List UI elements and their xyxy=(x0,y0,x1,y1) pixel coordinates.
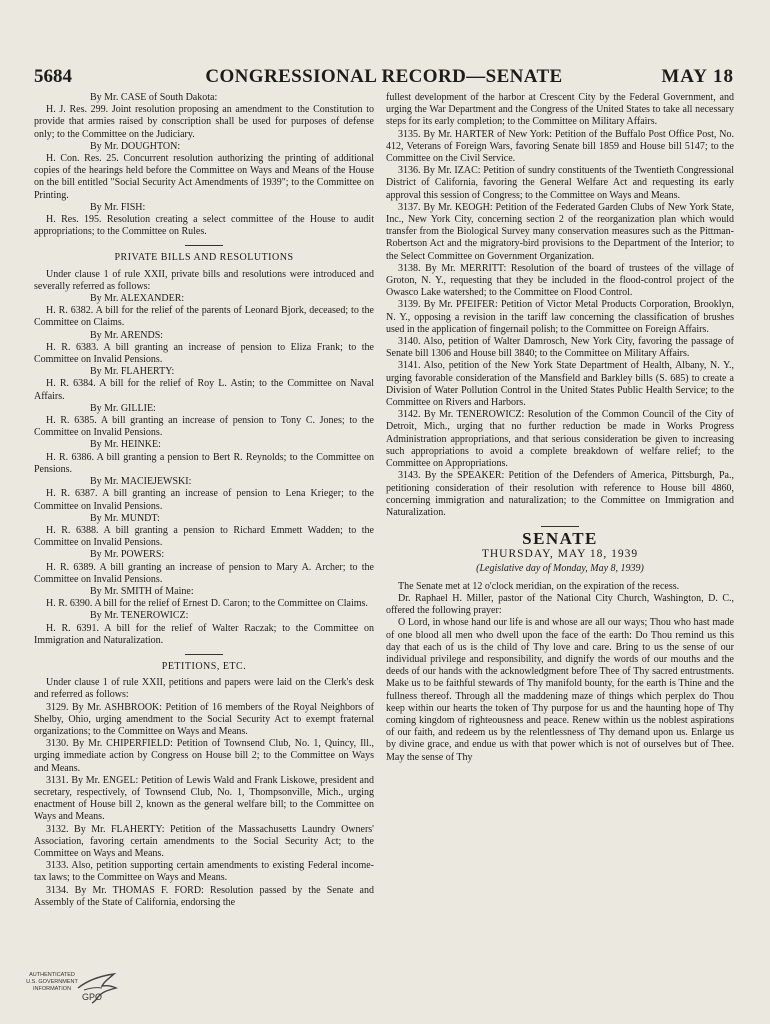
senate-date: THURSDAY, MAY 18, 1939 xyxy=(481,548,639,561)
paragraph: H. R. 6385. A bill granting an increase of pension to Tony C. Jones; to the Committee on Invalid Pensions. xyxy=(34,415,374,439)
sponsor-line: By Mr. CASE of South Dakota: xyxy=(90,92,218,103)
paragraph: H. J. Res. 299. Joint resolution proposing an amendment to the Constitution to provide that armies raised by conscription shall be used for purposes of defense only; to the Committee on the Judiciary. xyxy=(34,104,374,140)
paragraph: fullest development of the harbor at Crescent City by the Federal Government, and urging the War Department and the Congress of the United States to take all necessary steps for its early completion; to the Committee on Military Affairs. xyxy=(386,92,734,128)
paragraph: H. R. 6391. A bill for the relief of Walter Raczak; to the Committee on Immigration and Naturalization. xyxy=(34,622,374,646)
paragraph: 3134. By Mr. THOMAS F. FORD: Resolution passed by the Senate and Assembly of the State of California, endorsing the xyxy=(34,884,374,908)
gpo-logo-text xyxy=(22,972,82,993)
paragraph: 3138. By Mr. MERRITT: Resolution of the board of trustees of the village of Groton, N. Y., requesting that they be included in the flood-control project of the Owasco Lake watershed; to the Committee on Flood Control. xyxy=(386,262,734,299)
paragraph: H. R. 6390. A bill for the relief of Ernest D. Caron; to the Committee on Claims. xyxy=(46,598,368,610)
paragraph: 3139. By Mr. PFEIFER: Petition of Victor Metal Products Corporation, Brooklyn, N. Y., opposing a revision in the tariff law concerning the classification of brushes used in the application of fingernail polish; to the Committee on Foreign Affairs. xyxy=(386,299,734,335)
paragraph: 3131. By Mr. ENGEL: Petition of Lewis Wald and Frank Liskowe, president and secretary, respectively, of Townsend Club, No. 1, Thompsonville, Mich., urging enactment of House bill 2, known as the general welfare bill; to the Committee on Ways and Means. xyxy=(34,774,374,823)
page-number: 5684 xyxy=(34,66,72,87)
paragraph: 3137. By Mr. KEOGH: Petition of the Federated Garden Clubs of New York State, Inc., New York City, concerning section 2 of the reorganization plan which would transfer from the Biological Survey many conservation measures such as the Pittman-Robertson Act and the migratory-bird provisions to the Department of the Interior; to the Select Committee on Government Organization. xyxy=(386,201,734,262)
sponsor-line: By Mr. ALEXANDER: xyxy=(90,293,185,305)
section-rule xyxy=(541,526,579,527)
paragraph: 3140. Also, petition of Walter Damrosch, New York City, favoring the passage of Senate bill 1306 and House bill 3840; to the Committee on Military Affairs. xyxy=(386,336,734,360)
page-header xyxy=(34,66,734,88)
paragraph: H. R. 6386. A bill granting a pension to Bert R. Reynolds; to the Committee on Pensions. xyxy=(34,451,374,475)
legislative-day: (Legislative day of Monday, May 8, 1939) xyxy=(476,562,644,574)
gpo-line-3: INFORMATION xyxy=(32,986,72,992)
paragraph: H. R. 6383. A bill granting an increase of pension to Eliza Frank; to the Committee on Invalid Pensions. xyxy=(34,341,374,366)
sponsor-line: By Mr. FISH: xyxy=(90,201,146,213)
paragraph: Under clause 1 of rule XXII, petitions and papers were laid on the Clerk's desk and referred as follows: xyxy=(34,677,374,701)
paragraph: 3133. Also, petition supporting certain amendments to existing Federal income-tax laws; to the Committee on Ways and Means. xyxy=(34,860,374,884)
paragraph: H. R. 6384. A bill for the relief of Roy L. Astin; to the Committee on Naval Affairs. xyxy=(34,378,374,402)
sponsor-line: By Mr. POWERS: xyxy=(90,549,165,561)
paragraph: The Senate met at 12 o'clock meridian, on the expiration of the recess. xyxy=(398,580,680,592)
paragraph: H. R. 6387. A bill granting an increase of pension to Lena Krieger; to the Committee on Invalid Pensions. xyxy=(34,488,374,512)
paragraph: 3136. By Mr. IZAC: Petition of sundry constituents of the Twentieth Congressional District of California, favoring the General Welfare Act and requesting its early approval this session of Congress; to the Committee on Ways and Means. xyxy=(386,165,734,201)
paragraph: H. R. 6382. A bill for the relief of the parents of Leonard Bjork, deceased; to the Committee on Claims. xyxy=(34,305,374,329)
right-column xyxy=(386,92,734,764)
sponsor-line: By Mr. FLAHERTY: xyxy=(90,366,175,378)
sponsor-line: By Mr. MUNDT: xyxy=(90,512,160,524)
paragraph: H. R. 6389. A bill granting an increase of pension to Mary A. Archer; to the Committee on Invalid Pensions. xyxy=(34,561,374,585)
sponsor-line: By Mr. HEINKE: xyxy=(90,439,161,451)
section-heading: PRIVATE BILLS AND RESOLUTIONS xyxy=(114,252,294,264)
paragraph: Under clause 1 of rule XXII, private bills and resolutions were introduced and severally referred as follows: xyxy=(34,268,374,292)
paragraph: 3143. By the SPEAKER: Petition of the Defenders of America, Pittsburgh, Pa., petitioning consideration of their resolution with reference to House bill 4860, concerning immigration and naturalization; to the Committee on Immigration and Naturalization. xyxy=(386,470,734,518)
paragraph: 3135. By Mr. HARTER of New York: Petition of the Buffalo Post Office Post, No. 412, Veterans of Foreign Wars, favoring Senate bill 1859 and House bill 5147; to the Committee on the Civil Service. xyxy=(386,128,734,165)
paragraph: 3142. By Mr. TENEROWICZ: Resolution of the Common Council of the City of Detroit, Mich., urging that no further reduction be made in Works Progress Administration appropriations, and that serious consideration be given to increasing such appropriations to avoid a complete breakdown of welfare relief; to the Committee on Appropriations. xyxy=(386,409,734,470)
paragraph: H. Res. 195. Resolution creating a select committee of the House to audit appropriations; to the Committee on Rules. xyxy=(34,214,374,238)
paragraph: H. Con. Res. 25. Concurrent resolution authorizing the printing of additional copies of the hearings held before the Committee on Ways and Means of the House on the bill entitled "Social Security Act Amendments of 1939"; to the Committee on Printing. xyxy=(34,153,374,201)
paragraph: Dr. Raphael H. Miller, pastor of the National City Church, Washington, D. C., offered the following prayer: xyxy=(386,592,734,617)
senate-heading: SENATE xyxy=(522,529,598,549)
sponsor-line: By Mr. ARENDS: xyxy=(90,329,164,341)
sponsor-line: By Mr. GILLIE: xyxy=(90,402,156,414)
sponsor-line: By Mr. SMITH of Maine: xyxy=(90,585,194,597)
gpo-authenticated-logo xyxy=(22,970,132,1012)
paragraph: H. R. 6388. A bill granting a pension to Richard Emmett Wadden; to the Committee on Invalid Pensions. xyxy=(34,524,374,549)
sponsor-line: By Mr. DOUGHTON: xyxy=(90,140,181,152)
left-column xyxy=(34,92,374,909)
paragraph: 3132. By Mr. FLAHERTY: Petition of the Massachusetts Laundry Owners' Association, favoring certain amendments to the Social Security Act; to the Committee on Ways and Means. xyxy=(34,823,374,859)
gpo-word: GPO xyxy=(82,992,103,1002)
paragraph: 3141. Also, petition of the New York State Department of Health, Albany, N. Y., urging favorable consideration of the Mansfield and Barkley bills (S. 685) to create a Division of Water Pollution Control in the United States Public Health Service; to the Committee on Rivers and Harbors. xyxy=(386,360,734,409)
gpo-line-2: U.S. GOVERNMENT xyxy=(26,979,78,985)
section-heading: PETITIONS, ETC. xyxy=(161,660,247,672)
sponsor-line: By Mr. TENEROWICZ: xyxy=(90,610,189,622)
section-rule xyxy=(185,245,223,246)
paragraph: O Lord, in whose hand our life is and whose are all our ways; Thou who hast made of one blood all men who dwell upon the face of the earth: Do Thou remind us this day that each of us is the child of Thy love and care. Bring to us the sense of our individual privilege and responsibility, and dignify the words of our mouths and the deeds of our hands with the acknowledgment before Thee of Thy sacred entrustments. Make us to be faithful stewards of Thy manifold bounty, for the earth is Thine and the fullness thereof. Through all the maddening maze of things which perplex do Thou keep within our hearts the token of Thy purpose for us and the haunting hope of Thy coming kingdom of righteousness and peace. Renew within us the noblest aspirations of our faith, and redeem us by the relentlessness of Thy demand upon us. Enlarge us by divine grace, and endue us with that power which is not of ourselves but of Thee. May the sense of Thy xyxy=(386,617,734,763)
paragraph: 3129. By Mr. ASHBROOK: Petition of 16 members of the Royal Neighbors of Shelby, Ohio, urging amendment to the Social Security Act to exempt fraternal organizations; to the Committee on Ways and Means. xyxy=(34,701,374,737)
section-rule xyxy=(185,654,223,655)
gpo-line-1: AUTHENTICATED xyxy=(29,972,75,978)
sponsor-line: By Mr. MACIEJEWSKI: xyxy=(90,476,192,488)
page-date: MAY 18 xyxy=(661,66,734,87)
paragraph: 3130. By Mr. CHIPERFIELD: Petition of Townsend Club, No. 1, Quincy, Ill., urging immediate action by Congress on House bill 2; to the Committee on Ways and Means. xyxy=(34,738,374,774)
page-title: CONGRESSIONAL RECORD—SENATE xyxy=(205,66,563,87)
